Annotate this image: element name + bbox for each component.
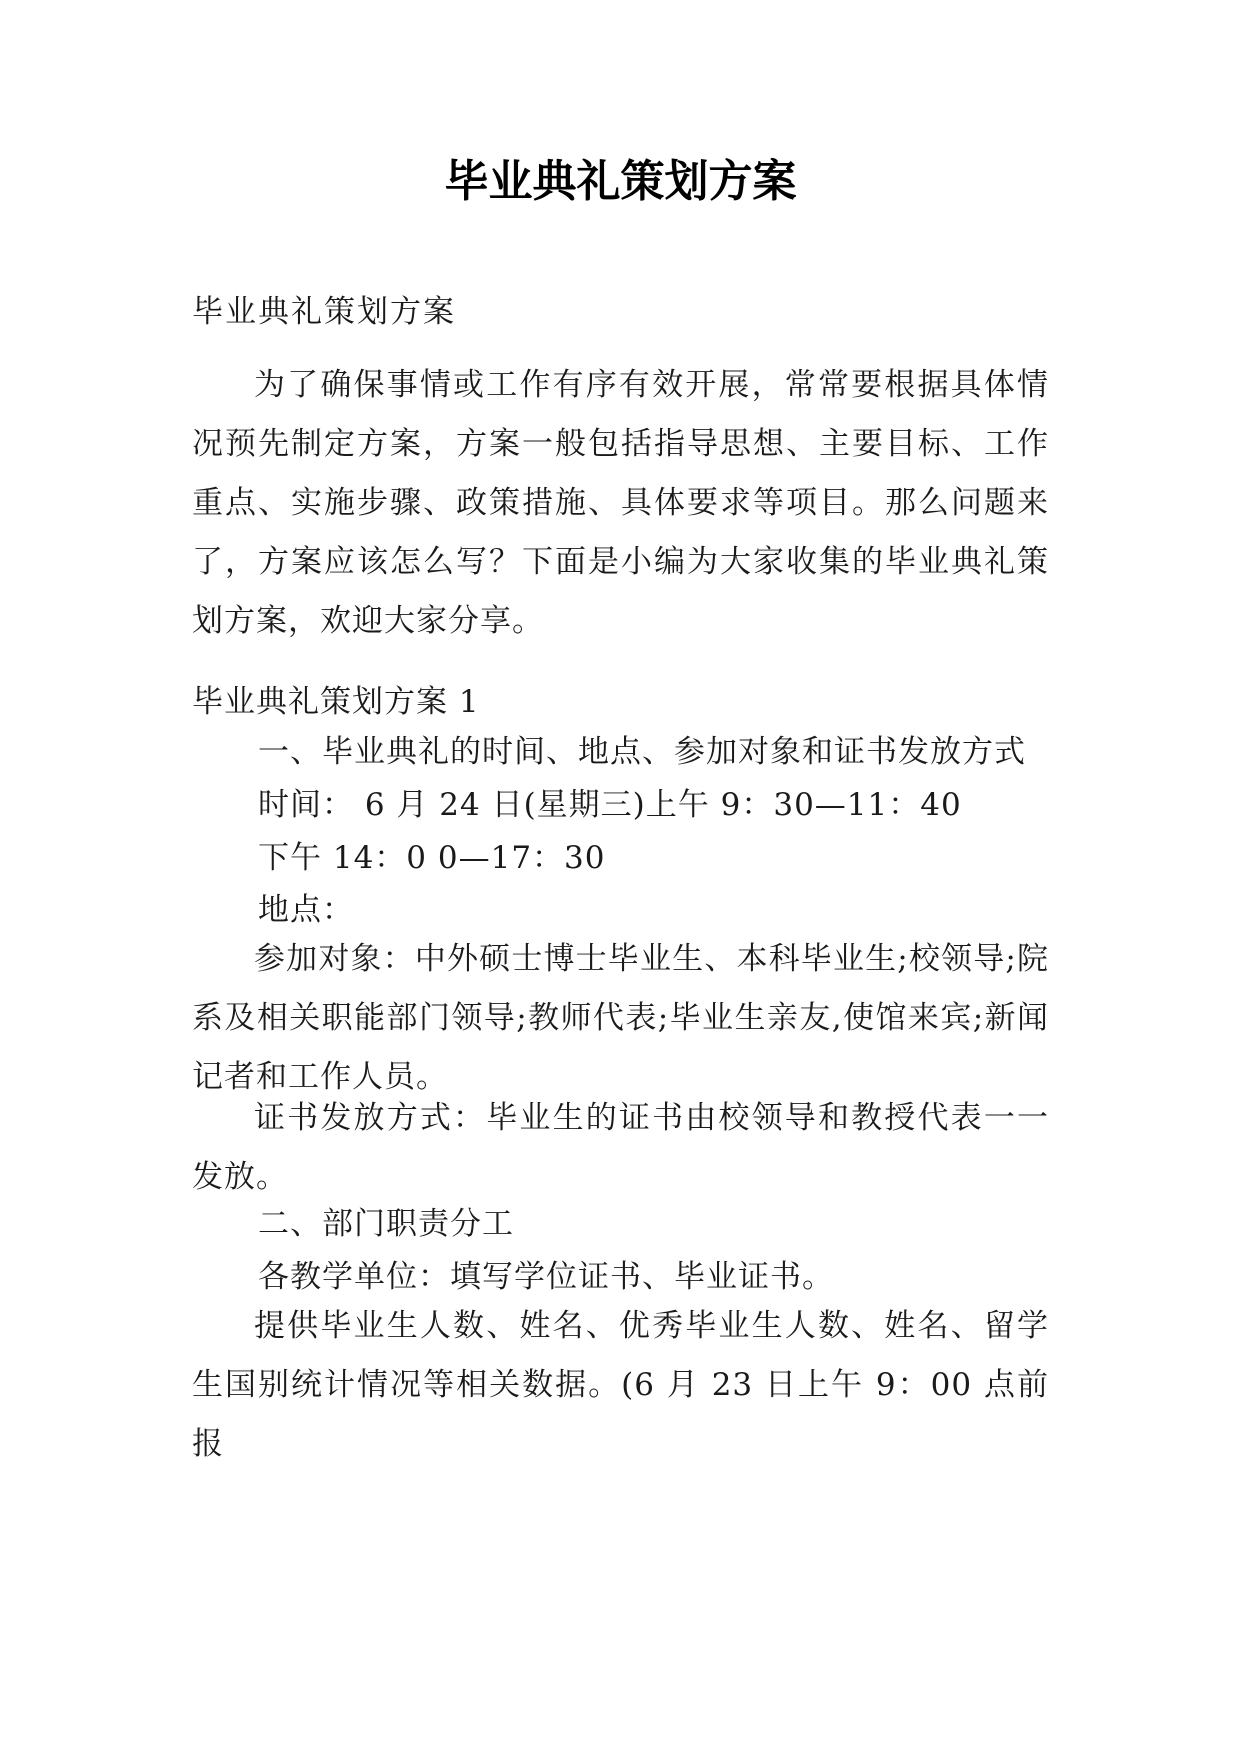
time-line: 时间： 6 月 24 日(星期三)上午 9：30—11：40 xyxy=(258,787,962,823)
participants-paragraph: 参加对象：中外硕士博士毕业生、本科毕业生;校领导;院系及相关职能部门领导;教师代表;毕业生亲友,使馆来宾;新闻记者和工作人员。 xyxy=(192,941,1049,1095)
intro-paragraph: 为了确保事情或工作有序有效开展，常常要根据具体情况预先制定方案，方案一般包括指导思想、主要目标、工作重点、实施步骤、政策措施、具体要求等项目。那么问题来了，方案应该怎么写？下面是小编为大家收集的毕业典礼策划方案，欢迎大家分享。 xyxy=(192,367,1049,639)
teaching-units-line: 各教学单位：填写学位证书、毕业证书。 xyxy=(258,1259,834,1295)
item-heading-2: 二、部门职责分工 xyxy=(258,1206,514,1242)
provide-paragraph: 提供毕业生人数、姓名、优秀毕业生人数、姓名、留学生国别统计情况等相关数据。(6 月 23 日上午 9：00 点前报 xyxy=(192,1308,1049,1462)
afternoon-time-line: 下午 14：0 0—17：30 xyxy=(258,840,606,876)
place-line: 地点： xyxy=(258,892,354,928)
document-subtitle: 毕业典礼策划方案 xyxy=(192,294,456,330)
document-title: 毕业典礼策划方案 xyxy=(444,156,797,207)
section-heading: 毕业典礼策划方案 1 xyxy=(192,684,480,720)
certificate-paragraph: 证书发放方式：毕业生的证书由校领导和教授代表一一发放。 xyxy=(192,1100,1049,1195)
item-heading-1: 一、毕业典礼的时间、地点、参加对象和证书发放方式 xyxy=(258,734,1026,770)
